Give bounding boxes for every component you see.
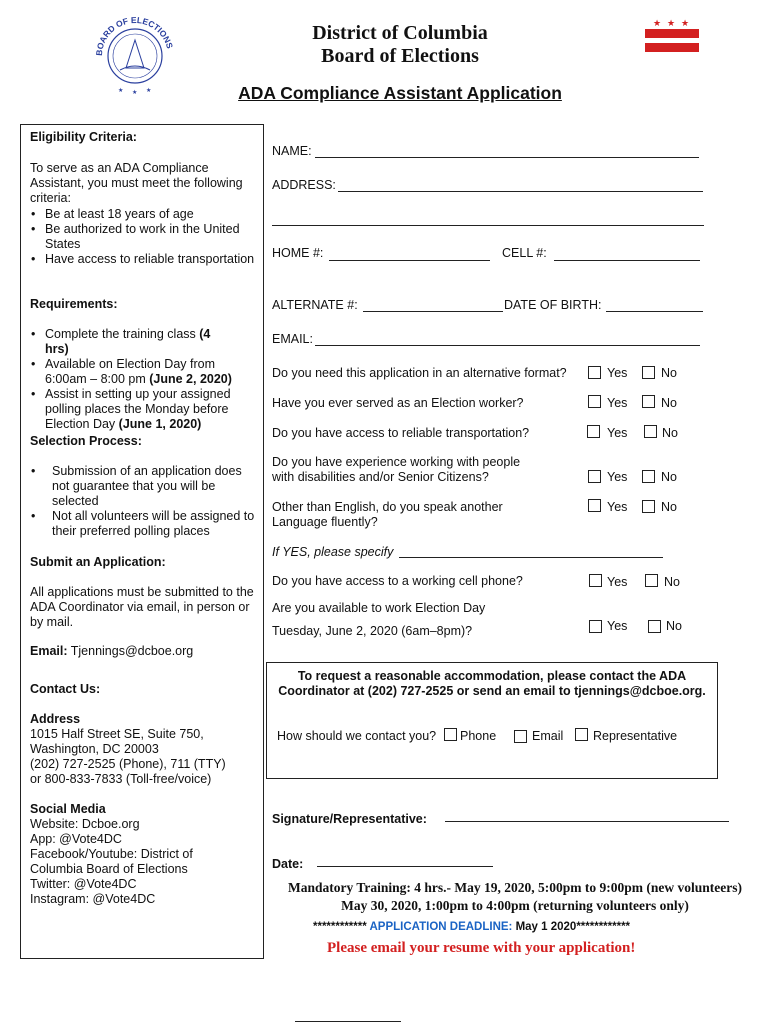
svg-text:★: ★: [681, 18, 690, 28]
disabilities-no-checkbox[interactable]: [642, 470, 655, 483]
accommodation-text: To request a reasonable accommodation, please contact the ADA Coordinator at (202) 727-2525 or send an email to tjennings@dcboe.org.: [278, 669, 706, 698]
alternate-phone-field[interactable]: [363, 311, 503, 312]
selection-heading: Selection Process:: [30, 434, 142, 448]
no-label: No: [661, 396, 677, 410]
contact-email-label: Email: [532, 729, 564, 743]
social-heading: Social Media: [30, 802, 106, 816]
resume-note: Please email your resume with your application!: [327, 940, 636, 956]
election-day-no-checkbox[interactable]: [648, 620, 661, 633]
name-field[interactable]: [315, 157, 699, 158]
accommodation-box: [266, 662, 718, 779]
mandatory-training-line1: Mandatory Training: 4 hrs.- May 19, 2020, 5:00pm to 9:00pm (new volunteers): [288, 880, 742, 895]
submit-heading: Submit an Application:: [30, 555, 166, 569]
question-transportation: Do you have access to reliable transportation?: [272, 426, 530, 440]
contact-heading: Contact Us:: [30, 682, 101, 696]
svg-text:★: ★: [667, 18, 676, 28]
yes-label: Yes: [607, 619, 628, 633]
dob-field[interactable]: [606, 311, 703, 312]
eligibility-intro: To serve as an ADA Compliance Assistant, you must meet the following criteria:: [30, 161, 243, 205]
list-item: • Be authorized to work in the United States: [23, 222, 255, 252]
no-label: No: [661, 500, 677, 514]
dc-flag-icon: [645, 16, 699, 54]
question-election-worker: Have you ever served as an Election worker?: [272, 396, 524, 410]
address-field[interactable]: [338, 191, 703, 192]
signature-field[interactable]: [445, 821, 729, 822]
election-worker-yes-checkbox[interactable]: [588, 395, 601, 408]
email-label: EMAIL:: [272, 332, 313, 346]
org-name-line1: District of Columbia: [312, 22, 488, 44]
election-worker-no-checkbox[interactable]: [642, 395, 655, 408]
election-day-yes-checkbox[interactable]: [589, 620, 602, 633]
org-name-line2: Board of Elections: [321, 45, 479, 67]
home-phone-label: HOME #:: [272, 246, 324, 260]
social-block: Website: Dcboe.org App: @Vote4DC Facebook/Youtube: District of Columbia Board of Elections Twitter: @Vote4DC Instagram: @Vote4DC: [30, 817, 193, 906]
contact-representative-label: Representative: [593, 729, 678, 743]
yes-label: Yes: [607, 426, 628, 440]
no-label: No: [661, 470, 677, 484]
specify-language-field[interactable]: [399, 557, 663, 558]
list-item: • Assist in setting up your assigned polling places the Monday before Election Day (June 1, 2020): [23, 387, 237, 432]
list-item: • Submission of an application does not guarantee that you will be selected: [23, 464, 259, 509]
contact-representative-checkbox[interactable]: [575, 728, 588, 741]
page-title: ADA Compliance Assistant Application: [238, 83, 562, 103]
transportation-no-checkbox[interactable]: [644, 425, 657, 438]
submit-text: All applications must be submitted to the ADA Coordinator via email, in person or by mail.: [30, 585, 254, 629]
contact-method-label: How should we contact you?: [277, 729, 437, 743]
language-no-checkbox[interactable]: [642, 500, 655, 513]
application-deadline: ************ APPLICATION DEADLINE: May 1 2020************: [313, 921, 631, 933]
question-disabilities-experience: Do you have experience working with people with disabilities and/or Senior Citizens?: [272, 455, 521, 484]
list-item: • Not all volunteers will be assigned to their preferred polling places: [23, 509, 259, 539]
selection-list: [23, 464, 259, 539]
svg-text:★: ★: [118, 88, 124, 94]
signature-label: Signature/Representative:: [272, 812, 427, 826]
svg-text:★: ★: [132, 90, 138, 96]
no-label: No: [662, 426, 678, 440]
yes-label: Yes: [607, 366, 628, 380]
requirements-list: [23, 327, 237, 432]
disabilities-yes-checkbox[interactable]: [588, 470, 601, 483]
name-label: NAME:: [272, 144, 312, 158]
alternate-phone-label: ALTERNATE #:: [272, 298, 358, 312]
question-other-language: Other than English, do you speak another Language fluently?: [272, 500, 503, 529]
contact-phone-label: Phone: [460, 729, 497, 743]
contact-email-checkbox[interactable]: [514, 730, 527, 743]
yes-label: Yes: [607, 500, 628, 514]
date-label: Date:: [272, 857, 304, 871]
eligibility-heading: Eligibility Criteria:: [30, 130, 137, 144]
transportation-yes-checkbox[interactable]: [587, 425, 600, 438]
date-field[interactable]: [317, 866, 493, 867]
home-phone-field[interactable]: [329, 260, 490, 261]
question-cell-phone: Do you have access to a working cell phone?: [272, 574, 523, 588]
dob-label: DATE OF BIRTH:: [504, 298, 602, 312]
cell-phone-no-checkbox[interactable]: [645, 574, 658, 587]
list-item: • Be at least 18 years of age: [23, 207, 255, 222]
contact-email: Email: Tjennings@dcboe.org: [30, 644, 194, 658]
cell-phone-field[interactable]: [554, 260, 700, 261]
no-label: No: [666, 619, 682, 633]
seal-text: BOARD OF ELECTIONS: [93, 14, 176, 57]
email-field[interactable]: [315, 345, 700, 346]
specify-language-label: If YES, please specify: [272, 545, 394, 559]
alt-format-yes-checkbox[interactable]: [588, 366, 601, 379]
svg-text:★: ★: [146, 88, 152, 94]
address-heading: Address: [30, 712, 81, 726]
address-block: 1015 Half Street SE, Suite 750, Washington, DC 20003 (202) 727-2525 (Phone), 711 (TTY) or 800-833-7833 (Toll-free/voice): [30, 727, 226, 786]
yes-label: Yes: [607, 575, 628, 589]
cell-phone-label: CELL #:: [502, 246, 547, 260]
mandatory-training-line2: May 30, 2020, 1:00pm to 4:00pm (returning volunteers only): [341, 898, 689, 913]
address-label: ADDRESS:: [272, 178, 336, 192]
eligibility-list: [23, 207, 255, 267]
list-item: • Complete the training class (4 hrs): [23, 327, 237, 357]
yes-label: Yes: [607, 470, 628, 484]
question-election-day: Are you available to work Election Day Tuesday, June 2, 2020 (6am–8pm)?: [272, 601, 486, 638]
list-item: • Have access to reliable transportation: [23, 252, 255, 267]
info-panel: [20, 124, 264, 959]
address-field-line2[interactable]: [272, 225, 704, 226]
no-label: No: [664, 575, 680, 589]
requirements-heading: Requirements:: [30, 297, 118, 311]
alt-format-no-checkbox[interactable]: [642, 366, 655, 379]
language-yes-checkbox[interactable]: [588, 499, 601, 512]
no-label: No: [661, 366, 677, 380]
bottom-divider: [295, 1021, 401, 1022]
yes-label: Yes: [607, 396, 628, 410]
svg-text:★: ★: [653, 18, 662, 28]
question-alt-format: Do you need this application in an alternative format?: [272, 366, 567, 380]
cell-phone-yes-checkbox[interactable]: [589, 574, 602, 587]
list-item: • Available on Election Day from 6:00am – 8:00 pm (June 2, 2020): [23, 357, 237, 387]
contact-phone-checkbox[interactable]: [444, 728, 457, 741]
